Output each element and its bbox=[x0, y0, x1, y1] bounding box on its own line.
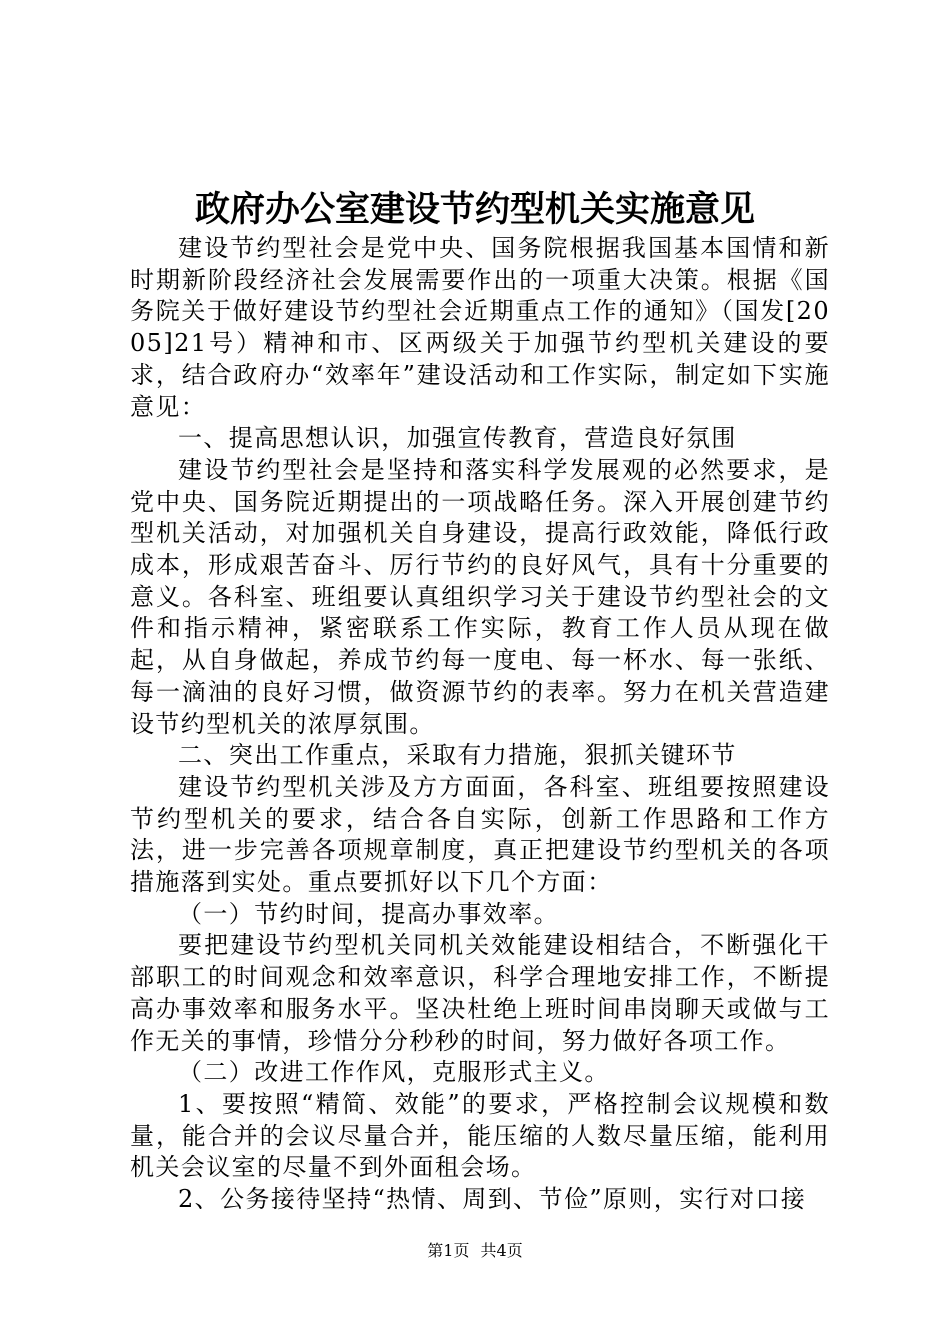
document-title: 政府办公室建设节约型机关实施意见 bbox=[194, 189, 755, 230]
page-number: 第1页 bbox=[427, 1241, 470, 1260]
list-item-1: 1、要按照“精简、效能”的要求，严格控制会议规模和数量，能合并的会议尽量合并，能压缩的人数尽量压缩，能利用机关会议室的尽量不到外面租会场。 bbox=[130, 1089, 830, 1182]
list-item-2: 2、公务接待坚持“热情、周到、节俭”原则，实行对口接 bbox=[178, 1185, 807, 1214]
paragraph-section-2: 建设节约型机关涉及方方面面，各科室、班组要按照建设节约型机关的要求，结合各自实际，创新工作思路和工作方法，进一步完善各项规章制度，真正把建设节约型机关的各项措施落到实处。重点要抓好以下几个方面： bbox=[130, 772, 830, 897]
page-footer bbox=[0, 1240, 950, 1262]
subsection-heading-1: （一）节约时间，提高办事效率。 bbox=[178, 899, 559, 928]
paragraph-section-1: 建设节约型社会是坚持和落实科学发展观的必然要求，是党中央、国务院近期提出的一项战略任务。深入开展创建节约型机关活动，对加强机关自身建设，提高行政效能，降低行政成本，形成艰苦奋斗、厉行节约的良好风气，具有十分重要的意义。各科室、班组要认真组织学习关于建设节约型社会的文件和指示精神，紧密联系工作实际，教育工作人员从现在做起，从自身做起，养成节约每一度电、每一杯水、每一张纸、每一滴油的良好习惯，做资源节约的表率。努力在机关营造建设节约型机关的浓厚氛围。 bbox=[130, 455, 830, 738]
section-heading-2: 二、突出工作重点，采取有力措施，狠抓关键环节 bbox=[178, 741, 737, 770]
paragraph-subsection-1: 要把建设节约型机关同机关效能建设相结合，不断强化干部职工的时间观念和效率意识，科学合理地安排工作，不断提高办事效率和服务水平。坚决杜绝上班时间串岗聊天或做与工作无关的事情，珍惜分分秒秒的时间，努力做好各项工作。 bbox=[130, 931, 830, 1055]
document-body bbox=[130, 233, 830, 1216]
paragraph-intro: 建设节约型社会是党中央、国务院根据我国基本国情和新时期新阶段经济社会发展需要作出的一项重大决策。根据《国务院关于做好建设节约型社会近期重点工作的通知》（国发[2005]21号）精神和市、区两级关于加强节约型机关建设的要求，结合政府办“效率年”建设活动和工作实际，制定如下实施意见： bbox=[130, 234, 830, 421]
page-total: 共4页 bbox=[480, 1241, 523, 1260]
section-heading-1: 一、提高思想认识，加强宣传教育，营造良好氛围 bbox=[178, 424, 737, 453]
subsection-heading-2: （二）改进工作作风，克服形式主义。 bbox=[178, 1058, 610, 1087]
